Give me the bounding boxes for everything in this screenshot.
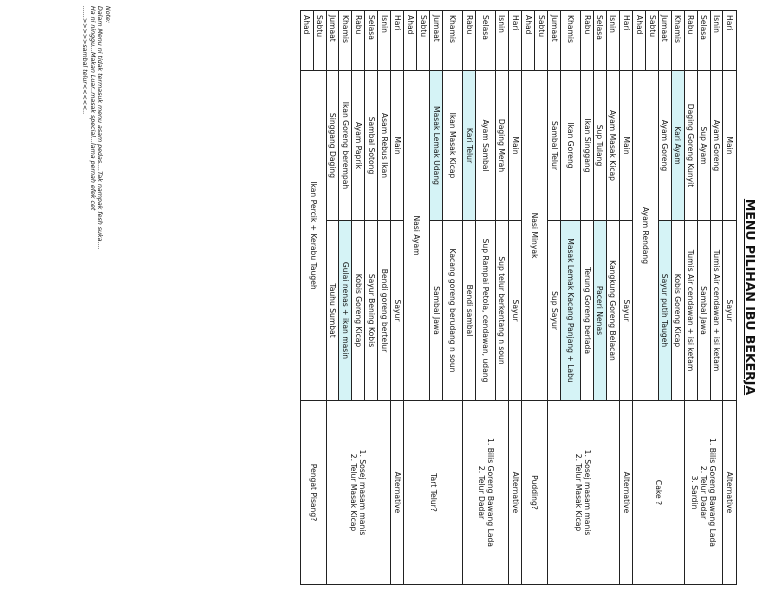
day-cell: Rabu	[581, 11, 594, 71]
main-cell: Sup Ayam	[697, 71, 710, 221]
table-row	[378, 11, 391, 585]
main-cell: Ayam Goreng	[659, 71, 672, 221]
sayur-cell: Sambal Jawa	[697, 221, 710, 401]
main-cell: Ayam Sambal	[476, 71, 496, 221]
main-cell: Ayam Paprik	[352, 71, 365, 221]
alternative-line: 1. Bilis Goreng Bawang Lada	[485, 438, 495, 547]
day-cell: Jumaat	[659, 11, 672, 71]
sayur-cell: Sup Sayur	[548, 221, 561, 401]
main-cell: Kari Ayam	[671, 71, 684, 221]
table-row	[671, 11, 684, 585]
day-cell: Rabu	[352, 11, 365, 71]
header-alternative: Alternative	[508, 401, 522, 585]
sayur-cell: Sup Rampai Petola, cendawan, udang	[476, 221, 496, 401]
day-cell: Ahad	[633, 11, 646, 71]
alternative-cell	[548, 401, 620, 585]
sayur-cell: Bendi goreng bertelur	[378, 221, 391, 401]
sayur-cell: Bendi sambal	[463, 221, 476, 401]
main-cell: Asam Rebus Ikan	[378, 71, 391, 221]
main-cell: Daging Merah	[496, 71, 509, 221]
header-main: Main	[390, 71, 404, 221]
header-main: Main	[619, 71, 633, 221]
main-cell: Daging Goreng Kunyit	[684, 71, 697, 221]
main-cell: Ayam Goreng	[710, 71, 723, 221]
weekend-menu-cell: Nasi Minyak	[522, 71, 548, 401]
header-main: Main	[723, 71, 737, 221]
day-cell: Isnin	[496, 11, 509, 71]
main-cell: Sup Tulang	[593, 71, 606, 221]
day-cell: Ahad	[522, 11, 535, 71]
sayur-cell: Sayur Bening Kobis	[365, 221, 378, 401]
day-cell: Jumaat	[326, 11, 339, 71]
day-cell: Rabu	[684, 11, 697, 71]
day-cell: Selasa	[476, 11, 496, 71]
header-row	[723, 11, 737, 585]
header-day: Hari	[723, 11, 737, 71]
header-day: Hari	[390, 11, 404, 71]
day-cell: Khamis	[443, 11, 463, 71]
day-cell: Sabtu	[417, 11, 430, 71]
header-sayur: Sayur	[723, 221, 737, 401]
sayur-cell: Tumis Air cendawan + isi ketam	[684, 221, 697, 401]
day-cell: Isnin	[606, 11, 619, 71]
weekend-menu-cell: Ayam Rendang	[633, 71, 659, 401]
header-sayur: Sayur	[508, 221, 522, 401]
notes-line: Ha ni ninggu...Makan Luar..masak special...lama pernah efek cet	[88, 6, 96, 211]
alternative-cell	[463, 401, 509, 585]
header-alternative: Alternative	[723, 401, 737, 585]
notes-line: Dalam Menu ni tidak termasuk menu asam pedas....Tak nampak fesh suka....	[96, 6, 104, 250]
sayur-cell: Paceri Nenas	[593, 221, 606, 401]
main-cell: Sambal Telur	[548, 71, 561, 221]
sayur-cell: Sambal Jawa	[430, 221, 443, 401]
weekend-menu-cell: Nasi Ayam	[404, 71, 430, 401]
day-cell: Selasa	[697, 11, 710, 71]
header-main: Main	[508, 71, 522, 221]
day-cell: Ahad	[404, 11, 417, 71]
table-row	[606, 11, 619, 585]
day-cell: Isnin	[378, 11, 391, 71]
header-alternative: Alternative	[390, 401, 404, 585]
weekend-alternative-cell: Pengat Pisang?	[300, 401, 326, 585]
weekend-alternative-cell: Cake ?	[633, 401, 685, 585]
main-cell: Ayam Masak Kicap	[606, 71, 619, 221]
alternative-line: 2. Telur Dadar	[476, 465, 486, 520]
main-cell: Masak Lemak Udang	[430, 71, 443, 221]
sayur-cell: Kacang goreng berudang n soun	[443, 221, 463, 401]
main-cell: Ikan Singgang	[581, 71, 594, 221]
day-cell: Ahad	[300, 11, 313, 71]
table-row	[496, 11, 509, 585]
sayur-cell: Kobis Goreng Kicap	[352, 221, 365, 401]
alternative-line: 1. Sosej masam manis	[583, 449, 593, 536]
day-cell: Khamis	[561, 11, 581, 71]
sayur-cell: Gulai nenas + ikan masin	[339, 221, 352, 401]
weekend-alternative-cell: Tart Telur?	[404, 401, 463, 585]
main-cell: Ikan Goreng berempah	[339, 71, 352, 221]
sayur-cell: Terung Goreng berlada	[581, 221, 594, 401]
header-sayur: Sayur	[390, 221, 404, 401]
header-row	[508, 11, 522, 585]
header-row	[619, 11, 633, 585]
notes-block	[81, 6, 111, 586]
alternative-line: 2. Telur Dadar	[699, 465, 709, 520]
main-cell: Kari Telur	[463, 71, 476, 221]
sayur-cell: Tauhu Sumbat	[326, 221, 339, 401]
header-day: Hari	[619, 11, 633, 71]
notes-label: Note:	[104, 6, 111, 24]
document-title: MENU PILIHAN IBU BEKERJA	[743, 198, 758, 396]
main-cell: Sambal Sotong	[365, 71, 378, 221]
alternative-line: 3. Sardin	[690, 475, 700, 510]
header-row	[390, 11, 404, 585]
alternative-cell	[684, 401, 723, 585]
alternative-line: 2. Telur Masak Kicap	[349, 453, 359, 532]
header-alternative: Alternative	[619, 401, 633, 585]
table-row	[710, 11, 723, 585]
table-row	[535, 11, 548, 585]
alternative-cell	[326, 401, 390, 585]
day-cell: Sabtu	[313, 11, 326, 71]
notes-line: ......>>>>>sambal telur<<<<<..	[81, 6, 89, 115]
day-cell: Rabu	[463, 11, 476, 71]
day-cell: Selasa	[365, 11, 378, 71]
menu-table	[300, 10, 737, 585]
sayur-cell: Tumis Air cendawan + isi ketam	[710, 221, 723, 401]
main-cell: Ikan Masak Kicap	[443, 71, 463, 221]
weekend-menu-cell: Ikan Percik + Kerabu Taugeh	[300, 71, 326, 401]
sayur-cell: Kobis Goreng Kicap	[671, 221, 684, 401]
day-cell: Khamis	[671, 11, 684, 71]
sayur-cell: Sayur putih Taugeh	[659, 221, 672, 401]
weekend-alternative-cell: Pudding?	[522, 401, 548, 585]
header-day: Hari	[508, 11, 522, 71]
day-cell: Selasa	[593, 11, 606, 71]
sayur-cell: Kangkung Goreng Belacan	[606, 221, 619, 401]
main-cell: Ikan Goreng	[561, 71, 581, 221]
day-cell: Jumaat	[548, 11, 561, 71]
alternative-line: 2. Telur Masak Kicap	[574, 453, 584, 532]
main-cell: Singgang Daging	[326, 71, 339, 221]
day-cell: Jumaat	[430, 11, 443, 71]
alternative-line: 1. Bilis Goreng Bawang Lada	[708, 438, 718, 547]
day-cell: Isnin	[710, 11, 723, 71]
sayur-cell: Sup telur berkentang n soun	[496, 221, 509, 401]
day-cell: Sabtu	[646, 11, 659, 71]
day-cell: Khamis	[339, 11, 352, 71]
alternative-line: 1. Sosej masam manis	[358, 449, 368, 536]
table-row	[443, 11, 463, 585]
sayur-cell: Masak Lemak Kacang Panjang + Labu	[561, 221, 581, 401]
day-cell: Sabtu	[535, 11, 548, 71]
table-row	[313, 11, 326, 585]
header-sayur: Sayur	[619, 221, 633, 401]
